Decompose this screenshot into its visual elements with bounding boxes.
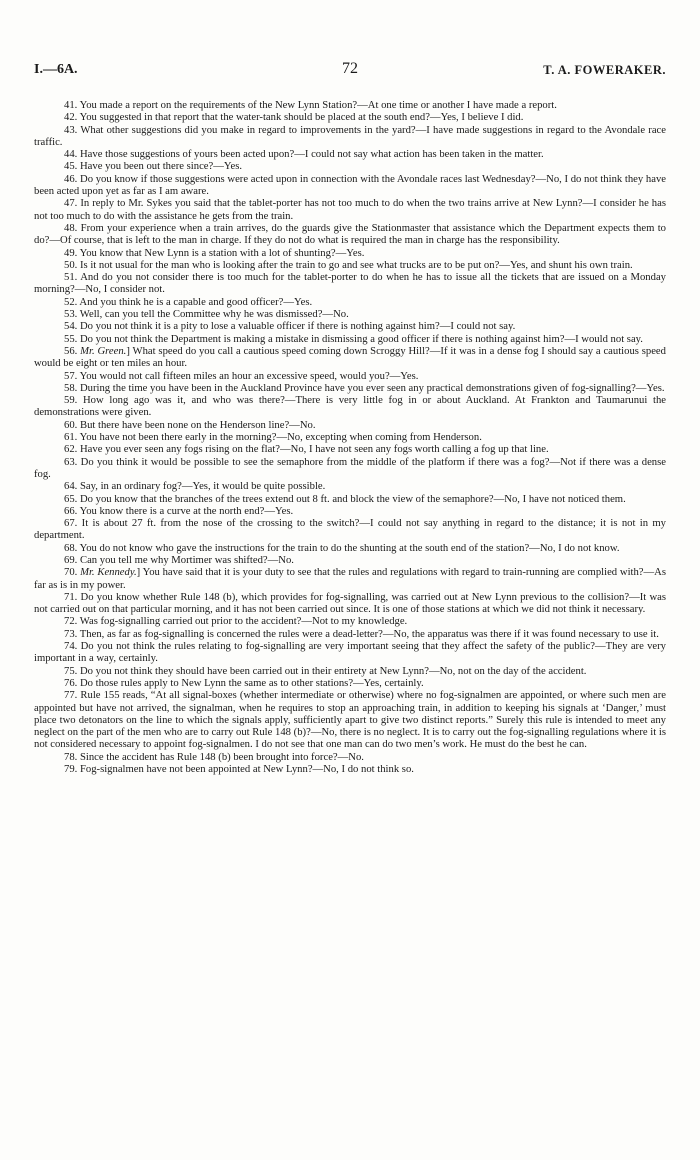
question-answer-paragraph	[34, 444, 666, 456]
question-number: 72.	[64, 616, 78, 628]
question-number: 57.	[64, 370, 78, 382]
question-answer-text: Then, as far as fog-signalling is concerned the rules were a dead-letter?—No, the apparatus was there if it was found necessary to use it.	[79, 628, 659, 640]
question-answer-text: Since the accident has Rule 148 (b) been brought into force?—No.	[79, 751, 364, 763]
question-answer-paragraph	[34, 555, 666, 567]
question-number: 44.	[64, 149, 78, 161]
question-number: 79.	[64, 764, 78, 776]
question-number: 78.	[64, 751, 78, 763]
question-answer-text: Fog-signalmen have not been appointed at New Lynn?—No, I do not think so.	[79, 764, 414, 776]
question-answer-text: You know there is a curve at the north end?—Yes.	[79, 505, 294, 517]
question-number: 56.	[64, 345, 78, 357]
question-number: 52.	[64, 296, 78, 308]
question-answer-paragraph: 56. Mr. Green.] What speed do you call a cautious speed coming down Scroggy Hill?—If it was in a dense fog I should say a cautious speed would be eight or ten miles an hour.	[34, 345, 666, 370]
question-answer-text: Can you tell me why Mortimer was shifted?—No.	[79, 554, 294, 566]
question-number: 60.	[64, 419, 78, 431]
question-number: 68.	[64, 542, 78, 554]
question-number: 71.	[64, 591, 78, 603]
question-answer-text: You do not know who gave the instructions for the train to do the shunting at the south end of the station?—No, I do not know.	[79, 542, 620, 554]
question-answer-text: You have not been there early in the morning?—No, excepting when coming from Henderson.	[79, 432, 482, 444]
question-answer-text: Do those rules apply to New Lynn the same as to other stations?—Yes, certainly.	[79, 677, 424, 689]
question-number: 63.	[64, 456, 78, 468]
question-answer-paragraph	[34, 371, 666, 383]
testimony-body	[34, 100, 666, 776]
question-answer-paragraph	[34, 543, 666, 555]
question-answer-paragraph	[34, 629, 666, 641]
question-number: 76.	[64, 677, 78, 689]
question-answer-paragraph	[34, 764, 666, 776]
question-number: 43.	[64, 124, 78, 136]
question-answer-text: Do you not think it is a pity to lose a valuable officer if there is nothing against him?—I could not say.	[79, 321, 516, 333]
question-answer-paragraph	[34, 223, 666, 248]
question-answer-text: You know that New Lynn is a station with a lot of shunting?—Yes.	[79, 247, 365, 259]
question-answer-paragraph	[34, 297, 666, 309]
question-answer-paragraph	[34, 248, 666, 260]
question-answer-text: Was fog-signalling carried out prior to the accident?—Not to my knowledge.	[79, 616, 408, 628]
question-answer-paragraph	[34, 506, 666, 518]
question-answer-text: Have those suggestions of yours been acted upon?—I could not say what action has been taken in the matter.	[79, 149, 544, 161]
question-answer-paragraph	[34, 309, 666, 321]
question-answer-text: Do you know if those suggestions were acted upon in connection with the Avondale races last Wednesday?—No, I do not think they have been acted upon yet as far as I am aware.	[34, 173, 666, 198]
question-number: 70.	[64, 567, 78, 579]
question-number: 51.	[64, 272, 78, 284]
page-number: 72	[342, 60, 358, 77]
question-number: 73.	[64, 628, 78, 640]
question-number: 53.	[64, 309, 78, 321]
question-answer-text: Do you not think the Department is making a mistake in dismissing a good officer if there is nothing against him?—I would not say.	[79, 333, 643, 345]
question-answer-text: Do you know that the branches of the trees extend out 8 ft. and block the view of the semaphore?—No, I have not noticed them.	[79, 493, 626, 505]
question-number: 48.	[64, 222, 78, 234]
question-answer-paragraph	[34, 752, 666, 764]
question-answer-text: You made a report on the requirements of the New Lynn Station?—At one time or another I have made a report.	[79, 100, 557, 111]
question-answer-paragraph	[34, 321, 666, 333]
question-answer-text: Do you think it would be possible to see the semaphore from the middle of the platform if there was a fog?—Not if there was a dense fog.	[34, 456, 666, 480]
question-answer-text: Do you know whether Rule 148 (b), which provides for fog-signalling, was carried out at New Lynn previous to the collision?—It was not carried out on that particular morning, and it has not been carried out since. It is one of those stations at which we did not think it necessary.	[34, 591, 666, 616]
question-answer-text: What speed do you call a cautious speed coming down Scroggy Hill?—If it was in a dense fog I should say a cautious speed would be eight or ten miles an hour.	[34, 345, 666, 370]
question-answer-paragraph	[34, 518, 666, 543]
question-number: 46.	[64, 173, 78, 185]
question-answer-text: You have said that it is your duty to see that the rules and regulations with regard to train-running are complied with?—As far as is in my power.	[34, 567, 666, 591]
question-answer-text: What other suggestions did you make in regard to improvements in the yard?—I have made suggestions in regard to the Avondale race traffic.	[34, 124, 666, 148]
question-number: 62.	[64, 444, 78, 456]
question-answer-paragraph	[34, 125, 666, 150]
question-answer-text: Do you not think the rules relating to fog-signalling are very important seeing that they affect the safety of the public?—They are very important in a way, certainly.	[34, 641, 666, 665]
question-answer-paragraph	[34, 481, 666, 493]
question-answer-paragraph	[34, 100, 666, 112]
question-answer-text: But there have been none on the Henderson line?—No.	[79, 419, 316, 431]
question-answer-text: In reply to Mr. Sykes you said that the tablet-porter has not too much to do when the two trains arrive at New Lynn?—I consider he has not too much to do with the assistance he gets from the train.	[34, 198, 666, 222]
question-number: 59.	[64, 395, 78, 407]
question-answer-paragraph	[34, 272, 666, 297]
question-number: 45.	[64, 161, 78, 173]
question-number: 69.	[64, 554, 78, 566]
question-answer-paragraph	[34, 666, 666, 678]
witness-name: T. A. FOWERAKER.	[543, 63, 666, 77]
question-answer-paragraph	[34, 395, 666, 420]
question-answer-paragraph	[34, 161, 666, 173]
question-answer-text: How long ago was it, and who was there?—There is very little fog in or about Auckland. At Frankton and Taumarunui the demonstrations were given.	[34, 395, 666, 419]
question-answer-paragraph	[34, 149, 666, 161]
question-answer-text: And you think he is a capable and good officer?—Yes.	[79, 296, 313, 308]
question-answer-paragraph: 70. Mr. Kennedy.] You have said that it is your duty to see that the rules and regulations with regard to train-running are complied with?—As far as is in my power.	[34, 567, 666, 591]
question-answer-paragraph	[34, 457, 666, 482]
question-answer-text: It is about 27 ft. from the nose of the crossing to the switch?—I could not say anything in regard to the distance; it is not in my department.	[34, 518, 666, 542]
question-number: 66.	[64, 505, 78, 517]
question-number: 75.	[64, 665, 78, 677]
question-answer-paragraph	[34, 112, 666, 124]
question-answer-text: From your experience when a train arrives, do the guards give the Stationmaster that assistance which the Department expects them to do?—Of course, that is left to the man in charge. If they do not do what is required the man in charge has the responsibility.	[34, 222, 666, 247]
question-answer-text: Well, can you tell the Committee why he was dismissed?—No.	[79, 309, 349, 321]
question-answer-text: And do you not consider there is too much for the tablet-porter to do when he has to issue all the tickets that are issued on a Monday morning?—No, I consider not.	[34, 272, 666, 296]
question-number: 41.	[64, 100, 78, 111]
question-number: 61.	[64, 432, 78, 444]
question-answer-paragraph	[34, 641, 666, 666]
question-answer-text: Say, in an ordinary fog?—Yes, it would be quite possible.	[79, 481, 326, 493]
question-answer-text: Do you not think they should have been carried out in their entirety at New Lynn?—No, not on the day of the accident.	[79, 665, 587, 677]
speaker-name: Mr. Green.	[80, 345, 127, 357]
question-answer-text: During the time you have been in the Auckland Province have you ever seen any practical demonstrations given of fog-signalling?—Yes.	[79, 382, 665, 394]
question-answer-text: Is it not usual for the man who is looking after the train to go and see what trucks are to be put on?—Yes, and shunt his own train.	[79, 259, 633, 271]
speaker-name: Mr. Kennedy.	[80, 567, 137, 579]
question-answer-paragraph	[34, 174, 666, 199]
page-header	[34, 60, 666, 82]
question-number: 65.	[64, 493, 78, 505]
question-answer-paragraph	[34, 198, 666, 223]
question-answer-paragraph	[34, 383, 666, 395]
question-answer-paragraph	[34, 678, 666, 690]
question-number: 55.	[64, 333, 78, 345]
question-number: 47.	[64, 198, 78, 210]
question-number: 49.	[64, 247, 78, 259]
question-answer-paragraph	[34, 260, 666, 272]
question-answer-paragraph	[34, 420, 666, 432]
question-number: 77.	[64, 690, 78, 702]
question-answer-text: Have you been out there since?—Yes.	[79, 161, 243, 173]
question-answer-paragraph	[34, 592, 666, 617]
question-number: 64.	[64, 481, 78, 493]
question-answer-paragraph	[34, 432, 666, 444]
question-number: 54.	[64, 321, 78, 333]
question-number: 67.	[64, 518, 78, 530]
question-answer-paragraph	[34, 494, 666, 506]
question-answer-text: You would not call fifteen miles an hour an excessive speed, would you?—Yes.	[79, 370, 419, 382]
question-answer-paragraph	[34, 334, 666, 346]
question-answer-paragraph	[34, 690, 666, 751]
question-answer-paragraph	[34, 616, 666, 628]
question-number: 58.	[64, 382, 78, 394]
document-reference: I.—6A.	[34, 62, 78, 77]
question-number: 50.	[64, 259, 78, 271]
question-answer-text: Have you ever seen any fogs rising on the flat?—No, I have not seen any fogs worth calling a fog up that line.	[79, 444, 549, 456]
question-number: 42.	[64, 112, 78, 124]
question-number: 74.	[64, 641, 78, 653]
question-answer-text: You suggested in that report that the water-tank should be placed at the south end?—Yes, I believe I did.	[79, 112, 524, 124]
question-answer-text: Rule 155 reads, “At all signal-boxes (whether intermediate or otherwise) where no fog-signalmen are appointed, or where such men are appointed but have not arrived, the signalman, when he requires to stop an approaching train, in addition to keeping his signals at ‘Danger,’ must place two detonators on the line to which the signals apply, sufficiently apart to give two distinct reports.” Surely this rule is intended to meet any neglect on the part of the men who are to carry out Rule 148 (b)?—No, there is no neglect. It is to carry out the fog-signalling regulations where it is not considered necessary to appoint fog-signalmen. I do not see that one man can do two men’s work. He must do the best he can.	[34, 690, 667, 751]
